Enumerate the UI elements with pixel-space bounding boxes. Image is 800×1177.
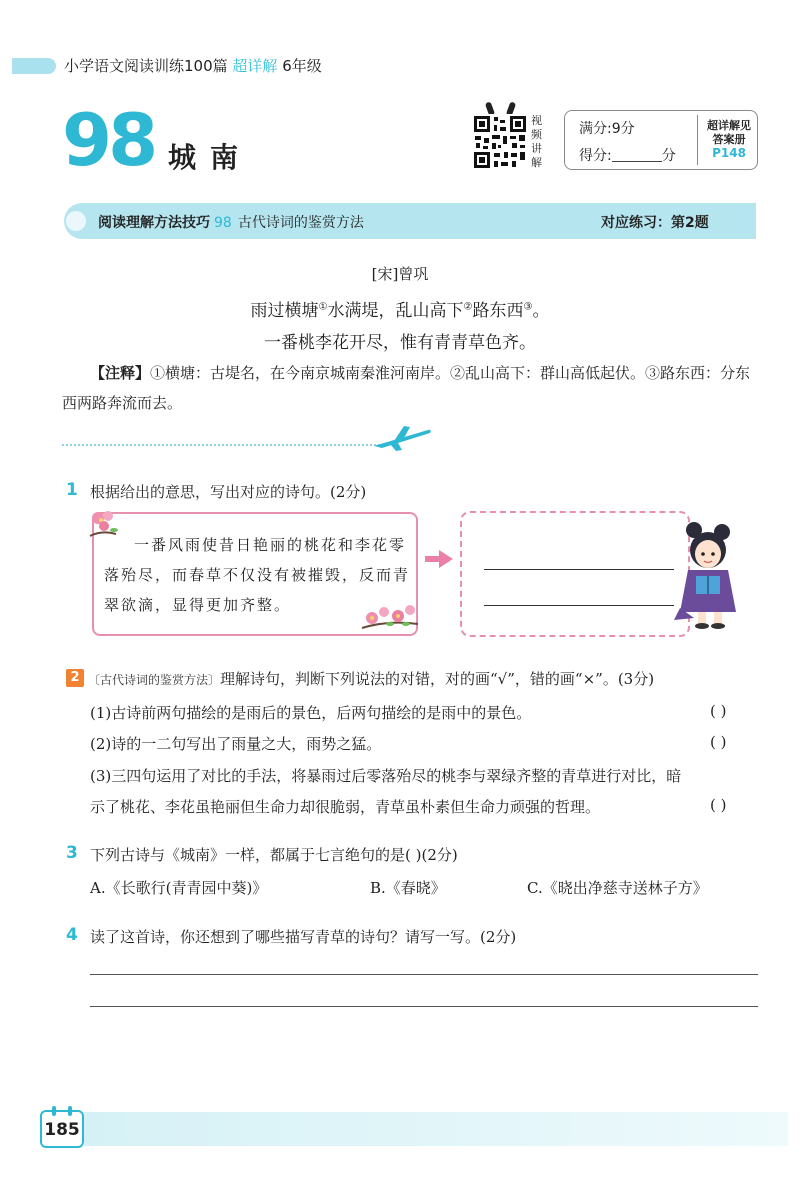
footnote-mark: ③ bbox=[523, 301, 533, 313]
answer-box bbox=[460, 511, 690, 637]
question-1-number: 1 bbox=[66, 480, 78, 500]
answer-ref-line1: 超详解见 bbox=[707, 119, 751, 132]
banner-dot-icon bbox=[66, 211, 86, 231]
qr-code-icon[interactable] bbox=[472, 114, 528, 170]
banner-number: 98 bbox=[214, 215, 232, 231]
qr-label-char: 频 bbox=[531, 128, 542, 141]
question-2-prompt bbox=[88, 668, 654, 689]
question-4-prompt: 读了这首诗，你还想到了哪些描写青草的诗句？请写一写。(2分) bbox=[90, 928, 517, 946]
answer-ref-line2: 答案册 bbox=[712, 133, 746, 146]
question-1-prompt: 根据给出的意思，写出对应的诗句。(2分) bbox=[90, 483, 367, 501]
score-box bbox=[564, 110, 758, 170]
poem-line-1 bbox=[0, 296, 800, 321]
question-2-item-2: (2)诗的一二句写出了雨量之大，雨势之猛。 bbox=[90, 735, 382, 753]
poem-text: 路东西 bbox=[472, 301, 524, 321]
arrow-right-icon bbox=[425, 550, 453, 568]
note-tag: 【注释】 bbox=[90, 364, 151, 382]
score-got-line bbox=[579, 145, 676, 165]
poem-text: 水满堤，乱山高下 bbox=[327, 301, 464, 321]
flower-icon bbox=[86, 506, 122, 540]
flower-branch-icon bbox=[358, 594, 422, 634]
poem-line-2: 一番桃李花开尽，惟有青青草色齐。 bbox=[264, 333, 536, 353]
full-score: 满分:9分 bbox=[579, 121, 635, 137]
calendar-ring-icon bbox=[52, 1106, 56, 1116]
banner-method: 古代诗词的鉴赏方法 bbox=[237, 215, 364, 231]
reading-girl-illustration bbox=[670, 520, 750, 630]
section-divider bbox=[62, 444, 380, 446]
header-color-band bbox=[12, 58, 56, 74]
answer-page: P148 bbox=[712, 146, 746, 160]
qr-label bbox=[531, 114, 545, 170]
question-2-item-1: (1)古诗前两句描绘的是雨后的景色，后两句描绘的是雨中的景色。 bbox=[90, 704, 532, 722]
question-2-item-3: (3)三四句运用了对比的手法，将暴雨过后零落殆尽的桃李与翠绿齐整的青草进行对比，暗 bbox=[90, 767, 682, 785]
question-4-number: 4 bbox=[66, 925, 78, 945]
score-divider bbox=[697, 115, 698, 165]
question-2-answer-3[interactable]: ( ) bbox=[710, 796, 727, 814]
answer-line-1[interactable] bbox=[484, 569, 674, 570]
question-2-item-3-cont: 示了桃花、李花虽艳丽但生命力却很脆弱，青草虽朴素但生命力顽强的哲理。 bbox=[90, 798, 601, 816]
question-2-tag: 〔古代诗词的鉴赏方法〕 bbox=[88, 673, 221, 687]
option-a[interactable]: A.《长歌行(青青园中葵)》 bbox=[90, 879, 268, 897]
calendar-ring-icon bbox=[68, 1106, 72, 1116]
option-b[interactable]: B.《春晓》 bbox=[370, 879, 446, 897]
practice-reference: 对应练习：第2题 bbox=[601, 215, 709, 231]
qr-label-char: 讲 bbox=[531, 142, 542, 155]
poem-text: 雨过横塘 bbox=[250, 301, 319, 321]
score-blank[interactable] bbox=[612, 148, 662, 162]
meaning-text: 一番风雨使昔日艳丽的桃花和李花零落殆尽，而春草不仅没有被摧毁，反而青翠欲滴，显得更加齐整。 bbox=[104, 536, 411, 614]
banner-label: 阅读理解方法技巧 bbox=[98, 215, 210, 231]
writing-line-2[interactable] bbox=[90, 1006, 758, 1007]
book-title bbox=[64, 55, 322, 76]
score-got-label: 得分: bbox=[579, 148, 612, 164]
poem-author: [宋]曾巩 bbox=[371, 265, 429, 283]
question-3-prompt: 下列古诗与《城南》一样，都属于七言绝句的是( )(2分) bbox=[90, 846, 458, 864]
qr-label-char: 解 bbox=[531, 156, 542, 169]
answer-line-2[interactable] bbox=[484, 605, 674, 606]
qr-label-char: 视 bbox=[531, 114, 542, 127]
airplane-icon bbox=[372, 424, 432, 452]
lesson-number: 98 bbox=[62, 98, 155, 182]
poem-notes bbox=[62, 358, 762, 418]
page-number: 185 bbox=[44, 1120, 80, 1140]
score-unit: 分 bbox=[661, 148, 676, 164]
grade-label: 6年级 bbox=[282, 57, 322, 75]
method-banner-text bbox=[98, 212, 364, 232]
footer-band bbox=[84, 1112, 788, 1146]
question-2-answer-1[interactable]: ( ) bbox=[710, 702, 727, 720]
lesson-title: 城南 bbox=[168, 141, 253, 174]
question-2-answer-2[interactable]: ( ) bbox=[710, 733, 727, 751]
note-text: ①横塘：古堤名，在今南京城南秦淮河南岸。②乱山高下：群山高低起伏。③路东西：分东西两路奔流而去。 bbox=[62, 364, 751, 412]
book-title-main: 小学语文阅读训练100篇 bbox=[64, 57, 228, 75]
footnote-mark: ② bbox=[463, 301, 473, 313]
question-2-number: 2 bbox=[66, 669, 84, 687]
question-3-number: 3 bbox=[66, 843, 78, 863]
footnote-mark: ① bbox=[318, 301, 328, 313]
poem-text: 。 bbox=[532, 301, 550, 321]
question-2-text: 理解诗句，判断下列说法的对错，对的画“√”，错的画“×”。(3分) bbox=[220, 670, 655, 688]
book-title-accent: 超详解 bbox=[232, 57, 278, 75]
writing-line-1[interactable] bbox=[90, 974, 758, 975]
option-c[interactable]: C.《晓出净慈寺送林子方》 bbox=[527, 879, 708, 897]
